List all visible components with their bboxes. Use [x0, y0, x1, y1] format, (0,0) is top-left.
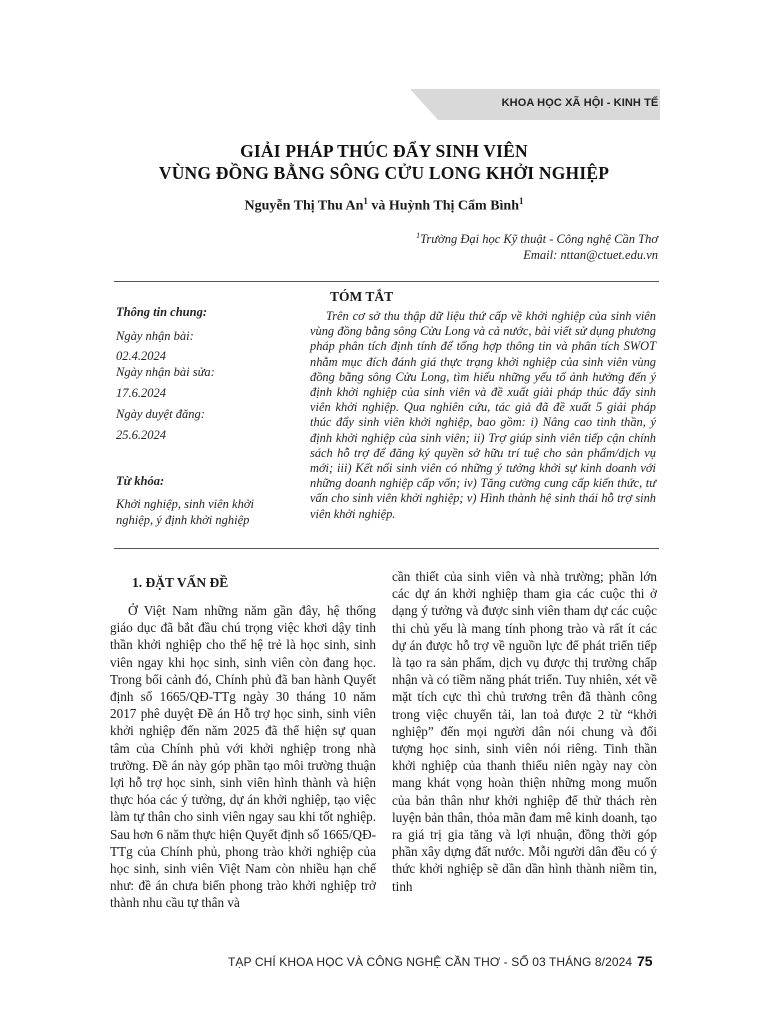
revised-date: 17.6.2024 — [116, 386, 166, 400]
keywords: Khởi nghiệp, sinh viên khởi nghiệp, ý định khởi nghiệp — [116, 497, 254, 527]
contact-email: Email: nttan@ctuet.edu.vn — [523, 248, 658, 262]
received-date: 02.4.2024 — [116, 349, 166, 363]
abstract-text: Trên cơ sở thu thập dữ liệu thứ cấp về khởi nghiệp của sinh viên vùng đồng bằng sông Cửu Long và cả nước, bài viết sử dụng phương pháp phân tích định tính để tổng hợp thông tin và phân tích SWOT nhằm mục đích đánh giá thực trạng khởi nghiệp của sinh viên vùng đồng bằng sông Cửu Long, tìm hiểu những yếu tố ảnh hưởng đến ý định khởi nghiệp của sinh viên và đề xuất giải pháp thúc đẩy sinh viên khởi nghiệp. Qua nghiên cứu, tác giả đã đề xuất 5 giải pháp thúc đẩy sinh viên khởi nghiệp, bao gồm: i) Nâng cao tinh thần, ý định khởi nghiệp của sinh viên; ii) Trợ giúp sinh viên tiếp cận chính sách hỗ trợ để đăng ký quyền sở hữu trí tuệ cho sản phẩm/dịch vụ mới; iii) Kết nối sinh viên có những ý tưởng khởi sự kinh doanh với những doanh nghiệp cấp vốn; iv) Tăng cường cung cấp kiến thức, tư vấn cho sinh viên khởi nghiệp; v) Hình thành hệ sinh thái hỗ trợ sinh viên khởi nghiệp. — [310, 309, 656, 521]
author-name: Huỳnh Thị Cẩm Bình — [388, 198, 520, 214]
author-affiliation-marker: 1 — [519, 196, 524, 206]
section-label: KHOA HỌC XÃ HỘI - KINH TẾ — [501, 97, 659, 109]
author-affiliation-marker: 1 — [363, 196, 368, 206]
revised-label: Ngày nhận bài sửa: — [116, 365, 215, 379]
accepted-label: Ngày duyệt đăng: — [116, 407, 205, 421]
author-name: Nguyễn Thị Thu An — [244, 198, 364, 214]
divider-top — [114, 281, 659, 282]
footer-journal-name: TẠP CHÍ KHOA HỌC VÀ CÔNG NGHỆ CẦN THƠ - SỐ 03 THÁNG 8/2024 — [228, 955, 633, 969]
accepted-date: 25.6.2024 — [116, 428, 166, 442]
affiliation — [416, 231, 658, 247]
author-joiner: và — [367, 198, 389, 214]
page-number: 75 — [637, 953, 653, 969]
affiliation-marker: 1 — [416, 231, 421, 240]
body-column-left: Ở Việt Nam những năm gần đây, hệ thống giáo dục đã bắt đầu chú trọng việc khơi dậy tinh thần khởi nghiệp cho thế hệ trẻ là học sinh, sinh viên ngay khi học sinh, sinh viên còn đang học. Trong bối cảnh đó, Chính phủ đã ban hành Quyết định số 1665/QĐ-TTg ngày 30 tháng 10 năm 2017 phê duyệt Đề án Hỗ trợ học sinh, sinh viên khởi nghiệp đến năm 2025 đã thể hiện sự quan tâm của Chính phủ với khởi nghiệp trong nhà trường. Đề án này góp phần tạo môi trường thuận lợi hỗ trợ học sinh, sinh viên hình thành và hiện thực hóa các ý tưởng, dự án khởi nghiệp, tạo việc làm tự thân cho sinh viên ngay sau khi tốt nghiệp. Sau hơn 6 năm thực hiện Quyết định số 1665/QĐ-TTg của Chính phủ, phong trào khởi nghiệp của học sinh, sinh viên Việt Nam còn nhiều hạn chế như: đề án chưa biến phong trào khởi nghiệp trở thành nhu cầu tự thân và — [110, 603, 376, 911]
divider-bottom — [114, 548, 659, 549]
article-title-line-2: VÙNG ĐỒNG BẰNG SÔNG CỬU LONG KHỞI NGHIỆP — [158, 163, 610, 183]
article-title-line-1: GIẢI PHÁP THÚC ĐẨY SINH VIÊN — [240, 141, 528, 161]
affiliation-text: Trường Đại học Kỹ thuật - Công nghệ Cần Thơ — [420, 232, 658, 247]
info-heading: Thông tin chung: — [116, 305, 208, 319]
body-column-right: cần thiết của sinh viên và nhà trường; phần lớn các dự án khởi nghiệp tham gia các cuộc thi ở dạng ý tưởng và được sinh viên tham dự các cuộc thi chủ yếu là mang tính phong trào và rất ít các dự án được hỗ trợ về nguồn lực để phát triển tiếp là tạo ra sản phẩm, dịch vụ được thị trường chấp nhận và có tiềm năng phát triển. Tuy nhiên, xét về mặt tích cực thì chủ trương trên đã thành công trong việc chuyển tải, lan toả được 2 từ “khởi nghiệp” đến mọi người dân nói chung và đối tượng học sinh, sinh viên nói riêng. Tinh thần khởi nghiệp của thanh thiếu niên ngày nay còn mang khát vọng hoàn thiện những mong muốn của bản thân như khởi nghiệp để thử thách rèn luyện bản thân, thỏa mãn đam mê kinh doanh, tạo ra giá trị gia tăng và lợi nhuận, đồng thời góp phần xây dựng đất nước. Mỗi người dân đều có ý thức khởi nghiệp sẽ dần dần hình thành niềm tin, tinh — [392, 569, 657, 894]
author-list — [100, 196, 668, 215]
keywords-heading: Từ khóa: — [116, 474, 165, 488]
abstract-heading: TÓM TẮT — [330, 289, 394, 304]
received-label: Ngày nhận bài: — [116, 329, 194, 343]
section-heading: 1. ĐẶT VẤN ĐỀ — [132, 575, 229, 590]
